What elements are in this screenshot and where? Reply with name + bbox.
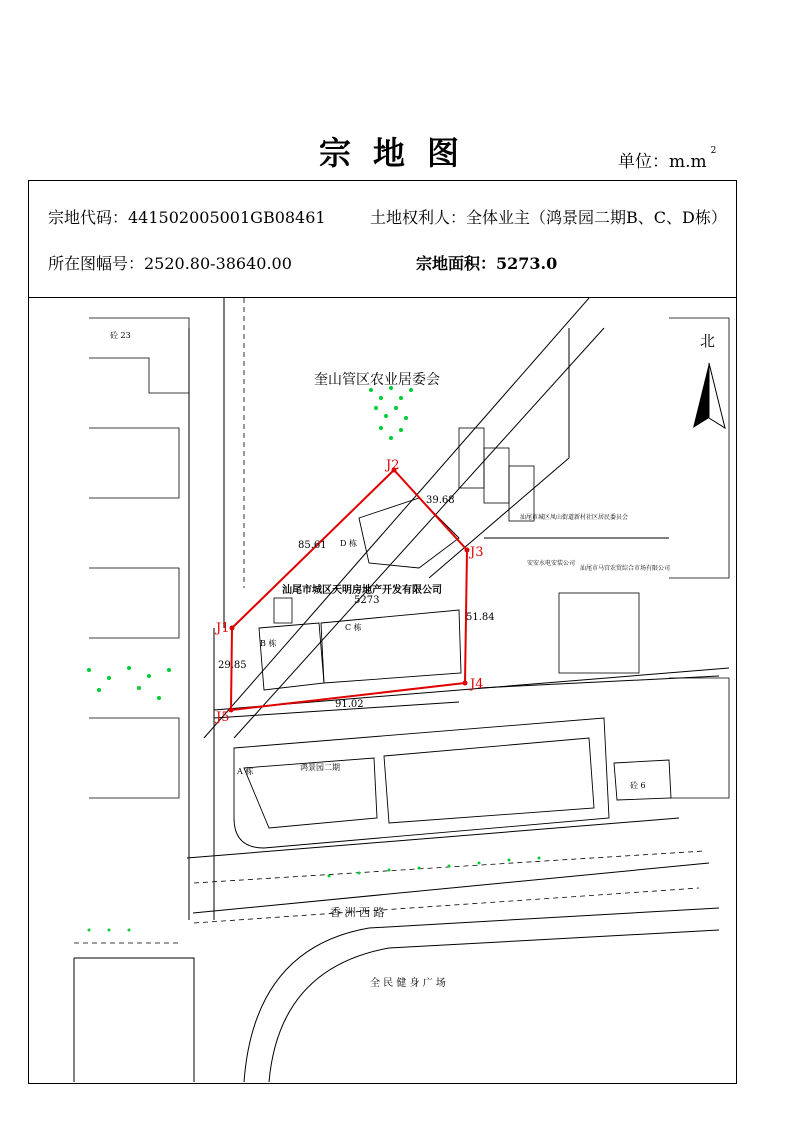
cadastral-map [29,298,736,1082]
phase-two-label: 鸿景园二期 [300,763,340,772]
dimension-label: 39.68 [426,495,455,506]
road-label: 香 洲 西 路 [330,906,385,919]
dimension-label: 85.61 [298,540,327,551]
square-label: 全 民 健 身 广 场 [370,978,446,989]
company-a-label: 汕尾市城区凤山街道新村社区居民委员会 [520,514,629,521]
unit-label: 单位：$m.m^2$ [618,146,717,172]
upper-left-buildings [89,318,189,798]
lower-block [234,718,671,848]
building-b-label: B 栋 [260,639,277,648]
north-label: 北 [700,332,716,350]
page-title: 宗地图 [318,134,481,172]
area-value-label: 5273 [354,595,380,606]
dimension-label: 91.02 [335,699,364,710]
land-owner: 土地权利人：全体业主（鸿景园二期B、C、D栋） [370,208,727,227]
square-arc [74,908,719,1082]
vegetation-dots [87,386,541,932]
building-c-label: C 栋 [345,623,362,632]
dimension-label: 51.84 [466,612,495,623]
building-d-label: D 栋 [340,539,357,548]
code-tl-label: 砼 23 [110,331,131,340]
sheet-number: 所在图幅号：2520.80-38640.00 [48,254,292,273]
developer-label: 汕尾市城区天明房地产开发有限公司 [282,585,442,596]
dimension-label: 29.85 [218,660,247,671]
building-a-label: A 栋 [237,767,254,776]
parcel-area: 宗地面积：5273.0 [416,254,558,273]
north-arrow-icon [693,363,725,428]
parcel-code: 宗地代码：441502005001GB08461 [48,208,326,227]
right-buildings [459,318,729,798]
vertex-label: J3 [470,545,484,560]
vertex-label: J4 [470,677,484,692]
vertex-label: J2 [386,458,400,473]
committee-label: 奎山管区农业居委会 [314,372,440,388]
code-br-label: 砼 6 [630,781,646,790]
dashed-edges [74,298,704,943]
vertex-label: J5 [216,710,230,725]
company-c-label: 汕尾市马宫农贸综合市场有限公司 [580,565,671,572]
company-b-label: 安安水电安装公司 [527,560,576,567]
vertex-label: J1 [216,621,230,636]
